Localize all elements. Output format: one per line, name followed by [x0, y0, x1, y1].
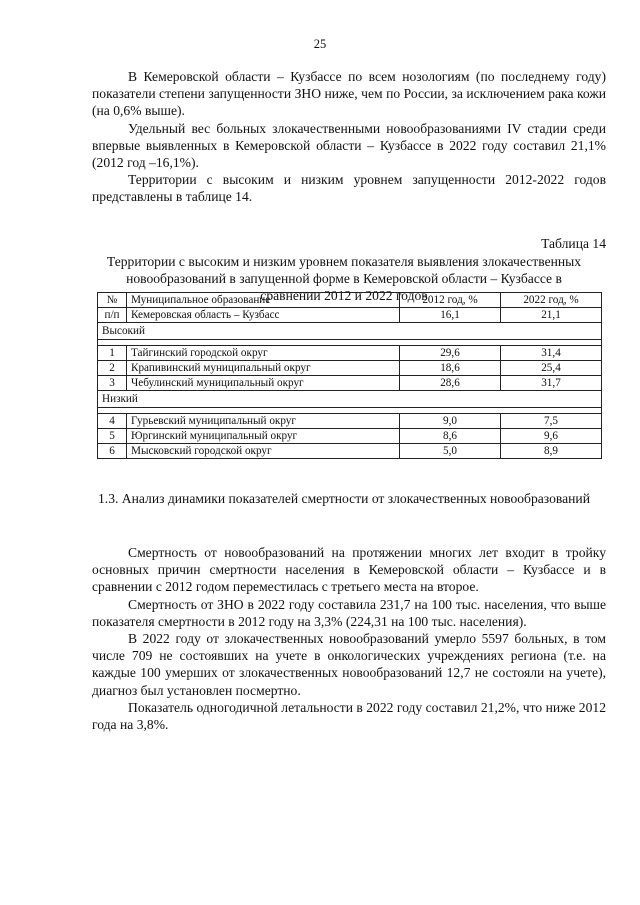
- cell-2012: 28,6: [400, 376, 501, 391]
- cell-2012: 9,0: [400, 414, 501, 429]
- header-num: №: [98, 293, 127, 308]
- header-2012: 2012 год, %: [400, 293, 501, 308]
- cell-num: 2: [98, 361, 127, 376]
- cell-2012: 8,6: [400, 429, 501, 444]
- cell-name: Тайгинский городской округ: [127, 346, 400, 361]
- section-heading: 1.3. Анализ динамики показателей смертности от злокачественных новообразований: [98, 491, 590, 506]
- paragraph: Показатель одногодичной летальности в 2022 году составил 21,2%, что ниже 2012 года на 3,8%.: [92, 699, 606, 733]
- cell-name: Мысковский городской округ: [127, 444, 400, 459]
- cell-2012: 16,1: [400, 308, 501, 323]
- header-num-line2: п/п: [98, 308, 127, 323]
- body-text: [92, 544, 606, 733]
- table-group-row: [98, 323, 602, 340]
- table-row: [98, 429, 602, 444]
- table-header-row: [98, 293, 602, 308]
- cell-name: Крапивинский муниципальный округ: [127, 361, 400, 376]
- cell-2022: 25,4: [501, 361, 602, 376]
- paragraph: В 2022 году от злокачественных новообразований умерло 5597 больных, в том числе 709 не состоявших на учете в онкологических учреждениях региона (т.е. на каждые 100 умерших от злокачественных новообразований 12,7 не состояли на учете), диагноз был установлен посмертно.: [92, 631, 606, 698]
- cell-2022: 31,4: [501, 346, 602, 361]
- table-label: Таблица 14: [541, 236, 606, 251]
- table-group-row: [98, 391, 602, 408]
- cell-num: 3: [98, 376, 127, 391]
- cell-name: Гурьевский муниципальный округ: [127, 414, 400, 429]
- data-table: [97, 292, 602, 459]
- cell-2022: 8,9: [501, 444, 602, 459]
- header-name: Муниципальное образование: [127, 293, 400, 308]
- table-row: [98, 444, 602, 459]
- cell-2022: 31,7: [501, 376, 602, 391]
- table-title: Территории с высоким и низким уровнем показателя выявления злокачественных новообразований в запущенной форме в Кемеровской области – Кузбассе в сравнении 2012 и 2022 годов: [106, 254, 582, 303]
- cell-num: 1: [98, 346, 127, 361]
- intro-text: [92, 68, 606, 206]
- table-row: [98, 361, 602, 376]
- paragraph: Территории с высоким и низким уровнем запущенности 2012-2022 годов представлены в таблице 14.: [92, 172, 606, 205]
- cell-name: Юргинский муниципальный округ: [127, 429, 400, 444]
- table-row-region: [98, 308, 602, 323]
- header-2022: 2022 год, %: [501, 293, 602, 308]
- paragraph: Смертность от новообразований на протяжении многих лет входит в тройку основных причин смертности населения в Кемеровской области – Кузбассе и в сравнении с 2012 годом переместилась с третьего места на второе.: [92, 545, 606, 595]
- cell-2022: 7,5: [501, 414, 602, 429]
- table-row: [98, 376, 602, 391]
- paragraph: Смертность от ЗНО в 2022 году составила 231,7 на 100 тыс. населения, что выше показателя смертности в 2012 году на 3,3% (224,31 на 100 тыс. населения).: [92, 596, 606, 629]
- table-row: [98, 346, 602, 361]
- cell-2022: 21,1: [501, 308, 602, 323]
- cell-num: 4: [98, 414, 127, 429]
- group-label-low: Низкий: [98, 391, 602, 408]
- paragraph: В Кемеровской области – Кузбассе по всем нозологиям (по последнему году) показатели степени запущенности ЗНО ниже, чем по России, за исключением рака кожи (на 0,6% выше).: [92, 69, 606, 119]
- cell-name: Чебулинский муниципальный округ: [127, 376, 400, 391]
- cell-name: Кемеровская область – Кузбасс: [127, 308, 400, 323]
- cell-2022: 9,6: [501, 429, 602, 444]
- cell-num: 6: [98, 444, 127, 459]
- cell-2012: 5,0: [400, 444, 501, 459]
- paragraph: Удельный вес больных злокачественными новообразованиями IV стадии среди впервые выявленных в Кемеровской области – Кузбассе в 2022 году составил 21,1% (2012 год –16,1%).: [92, 120, 606, 171]
- group-label-high: Высокий: [98, 323, 602, 340]
- cell-2012: 18,6: [400, 361, 501, 376]
- cell-num: 5: [98, 429, 127, 444]
- table-row: [98, 414, 602, 429]
- cell-2012: 29,6: [400, 346, 501, 361]
- page-number: 25: [313, 37, 327, 51]
